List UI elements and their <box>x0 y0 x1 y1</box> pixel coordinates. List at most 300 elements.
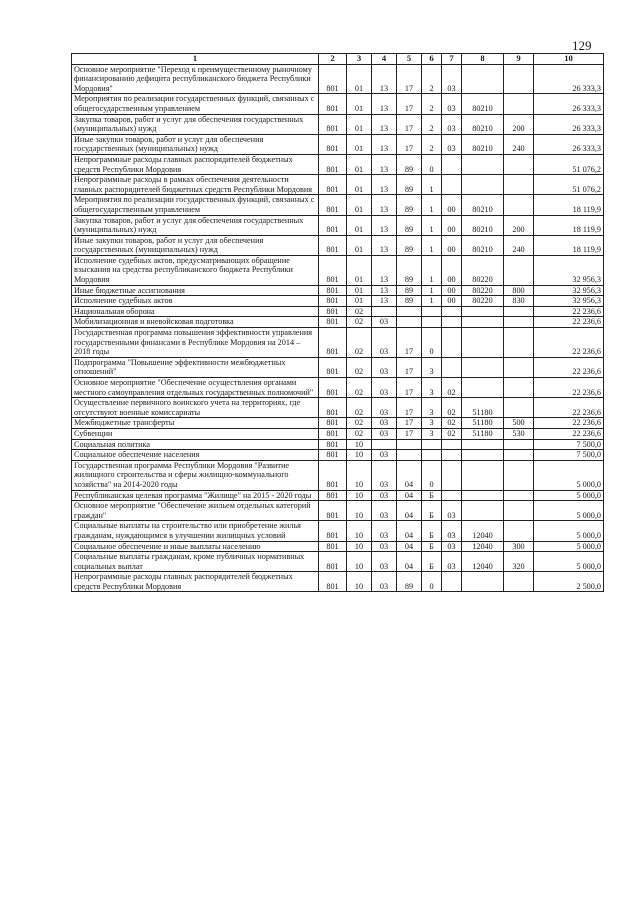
code-direction <box>462 328 504 358</box>
code-subprogram: 1 <box>422 235 442 255</box>
table-row <box>72 235 604 255</box>
code-direction: 80210 <box>462 94 504 114</box>
code-program: 17 <box>397 398 422 418</box>
row-name: Основное мероприятие "Переход к преимущественному рыночному финансированию дефицита республиканского бюджета Республики Мордовия" <box>72 64 319 94</box>
code-direction <box>462 460 504 490</box>
code-direction <box>462 175 504 195</box>
code-direction: 51180 <box>462 428 504 439</box>
row-amount: 26 333,3 <box>534 94 604 114</box>
code-subprogram: 1 <box>422 215 442 235</box>
code-direction: 12040 <box>462 521 504 541</box>
table-header-row <box>72 54 604 65</box>
row-name: Иные закупки товаров, работ и услуг для обеспечения государственных (муниципальных) нужд <box>72 235 319 255</box>
code-expense-type <box>504 64 534 94</box>
table-row <box>72 378 604 398</box>
row-amount: 22 236,6 <box>534 398 604 418</box>
code-expense-type <box>504 490 534 501</box>
code-section: 01 <box>347 235 372 255</box>
code-expense-type <box>504 460 534 490</box>
row-name: Основное мероприятие "Обеспечение жильем отдельных категорий граждан" <box>72 501 319 521</box>
code-event: 03 <box>442 541 462 552</box>
code-expense-type: 830 <box>504 296 534 307</box>
row-name: Социальные выплаты гражданам, кроме публичных нормативных социальных выплат <box>72 552 319 572</box>
code-expense-type <box>504 195 534 215</box>
code-program: 17 <box>397 378 422 398</box>
row-amount: 5 000,0 <box>534 460 604 490</box>
code-program: 17 <box>397 357 422 377</box>
code-expense-type <box>504 501 534 521</box>
code-subsection: 03 <box>372 428 397 439</box>
table-row <box>72 439 604 450</box>
code-ministry: 801 <box>319 552 347 572</box>
code-event: 00 <box>442 195 462 215</box>
code-expense-type <box>504 521 534 541</box>
row-name: Субвенции <box>72 428 319 439</box>
table-row <box>72 154 604 174</box>
code-section: 01 <box>347 296 372 307</box>
column-header: 7 <box>442 54 462 65</box>
code-section: 01 <box>347 154 372 174</box>
code-expense-type: 240 <box>504 235 534 255</box>
code-expense-type <box>504 255 534 285</box>
row-name: Иные бюджетные ассигнования <box>72 285 319 296</box>
code-program: 04 <box>397 552 422 572</box>
code-section: 02 <box>347 306 372 317</box>
code-event <box>442 328 462 358</box>
code-direction: 80210 <box>462 134 504 154</box>
code-event: 02 <box>442 428 462 439</box>
code-section: 10 <box>347 501 372 521</box>
code-direction: 12040 <box>462 552 504 572</box>
column-header: 9 <box>504 54 534 65</box>
code-subprogram <box>422 306 442 317</box>
budget-table <box>71 53 604 592</box>
code-subsection: 13 <box>372 134 397 154</box>
code-program <box>397 450 422 461</box>
row-amount: 51 076,2 <box>534 154 604 174</box>
table-row <box>72 328 604 358</box>
code-subsection: 03 <box>372 418 397 429</box>
code-event <box>442 572 462 592</box>
code-section: 02 <box>347 317 372 328</box>
code-direction <box>462 154 504 174</box>
code-event: 03 <box>442 552 462 572</box>
code-section: 02 <box>347 328 372 358</box>
column-header: 5 <box>397 54 422 65</box>
code-direction: 80210 <box>462 114 504 134</box>
row-name: Непрограммные расходы главных распорядителей бюджетных средств Республики Мордовия <box>72 154 319 174</box>
code-subsection <box>372 439 397 450</box>
row-name: Мероприятия по реализации государственных функций, связанных с общегосударственным управлением <box>72 195 319 215</box>
code-subprogram <box>422 439 442 450</box>
code-section: 02 <box>347 398 372 418</box>
code-subprogram: 3 <box>422 357 442 377</box>
row-amount: 22 236,6 <box>534 317 604 328</box>
row-name: Мероприятия по реализации государственных функций, связанных с общегосударственным управлением <box>72 94 319 114</box>
code-expense-type <box>504 175 534 195</box>
code-subsection: 13 <box>372 175 397 195</box>
column-header: 4 <box>372 54 397 65</box>
table-row <box>72 114 604 134</box>
code-event: 03 <box>442 134 462 154</box>
table-row <box>72 572 604 592</box>
row-amount: 18 119,9 <box>534 215 604 235</box>
code-subprogram: 3 <box>422 418 442 429</box>
code-event <box>442 490 462 501</box>
code-subsection: 03 <box>372 398 397 418</box>
code-event <box>442 450 462 461</box>
code-program: 17 <box>397 428 422 439</box>
code-subsection: 03 <box>372 572 397 592</box>
table-row <box>72 134 604 154</box>
row-amount: 32 956,3 <box>534 255 604 285</box>
code-direction <box>462 357 504 377</box>
table-row <box>72 306 604 317</box>
code-section: 10 <box>347 450 372 461</box>
table-row <box>72 490 604 501</box>
code-subsection: 13 <box>372 255 397 285</box>
code-event: 03 <box>442 501 462 521</box>
column-header: 6 <box>422 54 442 65</box>
code-subprogram: 0 <box>422 460 442 490</box>
code-subsection: 03 <box>372 501 397 521</box>
code-section: 01 <box>347 195 372 215</box>
code-section: 10 <box>347 439 372 450</box>
code-expense-type <box>504 306 534 317</box>
code-event <box>442 306 462 317</box>
code-expense-type <box>504 450 534 461</box>
code-ministry: 801 <box>319 450 347 461</box>
code-ministry: 801 <box>319 439 347 450</box>
row-amount: 5 000,0 <box>534 521 604 541</box>
code-ministry: 801 <box>319 64 347 94</box>
row-name: Исполнение судебных актов, предусматривающих обращение взыскания на средства республиканского бюджета Республики Мордовия <box>72 255 319 285</box>
code-program: 89 <box>397 572 422 592</box>
code-direction: 80220 <box>462 296 504 307</box>
code-direction: 80220 <box>462 285 504 296</box>
code-subprogram: 3 <box>422 398 442 418</box>
code-ministry: 801 <box>319 490 347 501</box>
code-program <box>397 306 422 317</box>
code-expense-type <box>504 398 534 418</box>
code-direction: 80210 <box>462 235 504 255</box>
code-subsection: 03 <box>372 460 397 490</box>
code-program: 04 <box>397 460 422 490</box>
code-section: 01 <box>347 285 372 296</box>
code-section: 01 <box>347 94 372 114</box>
table-row <box>72 460 604 490</box>
code-section: 02 <box>347 378 372 398</box>
code-subprogram: Б <box>422 552 442 572</box>
row-amount: 5 000,0 <box>534 501 604 521</box>
code-subsection: 13 <box>372 64 397 94</box>
code-direction: 12040 <box>462 541 504 552</box>
code-subsection: 13 <box>372 94 397 114</box>
code-event: 02 <box>442 378 462 398</box>
table-row <box>72 521 604 541</box>
code-subprogram: 0 <box>422 328 442 358</box>
code-subprogram: 3 <box>422 428 442 439</box>
row-amount: 26 333,3 <box>534 64 604 94</box>
column-header: 2 <box>319 54 347 65</box>
row-name: Социальная политика <box>72 439 319 450</box>
code-event: 00 <box>442 215 462 235</box>
column-header: 10 <box>534 54 604 65</box>
code-ministry: 801 <box>319 418 347 429</box>
code-event: 03 <box>442 521 462 541</box>
code-expense-type: 800 <box>504 285 534 296</box>
code-section: 02 <box>347 428 372 439</box>
code-ministry: 801 <box>319 94 347 114</box>
code-event: 00 <box>442 296 462 307</box>
code-event: 03 <box>442 114 462 134</box>
code-ministry: 801 <box>319 306 347 317</box>
code-section: 01 <box>347 64 372 94</box>
code-direction <box>462 450 504 461</box>
table-row <box>72 552 604 572</box>
code-subsection: 13 <box>372 235 397 255</box>
code-event: 00 <box>442 255 462 285</box>
code-subsection <box>372 306 397 317</box>
code-subsection: 13 <box>372 154 397 174</box>
code-subprogram: Б <box>422 521 442 541</box>
row-amount: 2 500,0 <box>534 572 604 592</box>
code-subsection: 03 <box>372 357 397 377</box>
row-name: Осуществление первичного воинского учета на территориях, где отсутствуют военные комиссариаты <box>72 398 319 418</box>
table-row <box>72 255 604 285</box>
code-event <box>442 460 462 490</box>
table-row <box>72 175 604 195</box>
code-subprogram: 2 <box>422 64 442 94</box>
code-ministry: 801 <box>319 235 347 255</box>
code-subprogram: 2 <box>422 94 442 114</box>
code-ministry: 801 <box>319 195 347 215</box>
code-section: 01 <box>347 255 372 285</box>
code-direction <box>462 439 504 450</box>
code-section: 01 <box>347 215 372 235</box>
code-subsection: 03 <box>372 521 397 541</box>
column-header: 1 <box>72 54 319 65</box>
code-event <box>442 317 462 328</box>
table-body <box>72 64 604 592</box>
code-subprogram: 1 <box>422 296 442 307</box>
code-ministry: 801 <box>319 114 347 134</box>
row-amount: 18 119,9 <box>534 235 604 255</box>
code-ministry: 801 <box>319 154 347 174</box>
code-subsection: 13 <box>372 285 397 296</box>
code-subsection: 03 <box>372 378 397 398</box>
code-expense-type <box>504 439 534 450</box>
row-name: Социальные выплаты на строительство или приобретение жилья гражданам, нуждающимся в улучшении жилищных условий <box>72 521 319 541</box>
code-program: 89 <box>397 215 422 235</box>
row-name: Закупка товаров, работ и услуг для обеспечения государственных (муниципальных) нужд <box>72 215 319 235</box>
code-section: 02 <box>347 418 372 429</box>
code-subsection: 13 <box>372 215 397 235</box>
row-amount: 51 076,2 <box>534 175 604 195</box>
code-program: 17 <box>397 134 422 154</box>
code-direction <box>462 317 504 328</box>
code-direction: 51180 <box>462 418 504 429</box>
code-subprogram: 1 <box>422 175 442 195</box>
row-name: Республиканская целевая программа "Жилище" на 2015 - 2020 годы <box>72 490 319 501</box>
code-program: 04 <box>397 490 422 501</box>
row-amount: 32 956,3 <box>534 285 604 296</box>
code-expense-type: 200 <box>504 114 534 134</box>
code-event: 00 <box>442 285 462 296</box>
code-subprogram: 2 <box>422 114 442 134</box>
column-header: 3 <box>347 54 372 65</box>
row-amount: 5 000,0 <box>534 541 604 552</box>
code-ministry: 801 <box>319 541 347 552</box>
code-subprogram: 1 <box>422 255 442 285</box>
code-section: 01 <box>347 114 372 134</box>
code-program: 17 <box>397 328 422 358</box>
code-expense-type: 200 <box>504 215 534 235</box>
row-amount: 26 333,3 <box>534 134 604 154</box>
code-expense-type <box>504 378 534 398</box>
row-amount: 22 236,6 <box>534 306 604 317</box>
code-ministry: 801 <box>319 328 347 358</box>
code-program: 89 <box>397 195 422 215</box>
row-amount: 22 236,6 <box>534 428 604 439</box>
code-subsection: 03 <box>372 552 397 572</box>
row-name: Подпрограмма "Повышение эффективности межбюджетных отношений" <box>72 357 319 377</box>
row-name: Закупка товаров, работ и услуг для обеспечения государственных (муниципальных) нужд <box>72 114 319 134</box>
code-expense-type: 320 <box>504 552 534 572</box>
code-direction: 80220 <box>462 255 504 285</box>
code-ministry: 801 <box>319 460 347 490</box>
code-ministry: 801 <box>319 501 347 521</box>
code-direction <box>462 572 504 592</box>
code-direction: 51180 <box>462 398 504 418</box>
row-name: Иные закупки товаров, работ и услуг для обеспечения государственных (муниципальных) нужд <box>72 134 319 154</box>
code-expense-type: 530 <box>504 428 534 439</box>
code-event: 02 <box>442 418 462 429</box>
table-row <box>72 195 604 215</box>
code-section: 10 <box>347 460 372 490</box>
row-amount: 22 236,6 <box>534 328 604 358</box>
row-amount: 7 500,0 <box>534 439 604 450</box>
code-program: 89 <box>397 235 422 255</box>
row-amount: 5 000,0 <box>534 552 604 572</box>
code-subsection: 03 <box>372 328 397 358</box>
code-subprogram: 2 <box>422 134 442 154</box>
code-event <box>442 357 462 377</box>
table-row <box>72 317 604 328</box>
code-subprogram: 0 <box>422 154 442 174</box>
code-program: 17 <box>397 418 422 429</box>
code-expense-type <box>504 154 534 174</box>
code-event: 03 <box>442 94 462 114</box>
code-ministry: 801 <box>319 357 347 377</box>
code-subsection: 13 <box>372 114 397 134</box>
code-section: 10 <box>347 552 372 572</box>
code-event <box>442 439 462 450</box>
row-amount: 26 333,3 <box>534 114 604 134</box>
code-direction <box>462 306 504 317</box>
table-row <box>72 285 604 296</box>
table-row <box>72 450 604 461</box>
row-name: Государственная программа повышения эффективности управления государственными финансами в Республике Мордовия на 2014 – 2018 годы <box>72 328 319 358</box>
code-section: 01 <box>347 175 372 195</box>
code-section: 10 <box>347 572 372 592</box>
code-subprogram: 3 <box>422 378 442 398</box>
table-row <box>72 296 604 307</box>
code-ministry: 801 <box>319 175 347 195</box>
code-ministry: 801 <box>319 521 347 541</box>
table-row <box>72 64 604 94</box>
code-direction: 80210 <box>462 195 504 215</box>
row-amount: 32 956,3 <box>534 296 604 307</box>
code-program <box>397 317 422 328</box>
table-row <box>72 94 604 114</box>
row-amount: 5 000,0 <box>534 490 604 501</box>
code-subsection: 03 <box>372 317 397 328</box>
code-subsection: 13 <box>372 195 397 215</box>
code-ministry: 801 <box>319 285 347 296</box>
row-amount: 7 500,0 <box>534 450 604 461</box>
code-section: 10 <box>347 490 372 501</box>
code-program: 04 <box>397 521 422 541</box>
code-ministry: 801 <box>319 317 347 328</box>
row-name: Мобилизационная и вневойсковая подготовка <box>72 317 319 328</box>
code-ministry: 801 <box>319 378 347 398</box>
code-program: 89 <box>397 285 422 296</box>
row-amount: 22 236,6 <box>534 378 604 398</box>
code-program: 17 <box>397 64 422 94</box>
table-row <box>72 357 604 377</box>
table-row <box>72 418 604 429</box>
row-name: Непрограммные расходы главных распорядителей бюджетных средств Республики Мордовия <box>72 572 319 592</box>
table-row <box>72 215 604 235</box>
code-subprogram: Б <box>422 490 442 501</box>
code-ministry: 801 <box>319 572 347 592</box>
code-program: 17 <box>397 94 422 114</box>
row-name: Непрограммные расходы в рамках обеспечения деятельности главных распорядителей бюджетных средств Республики Мордовия <box>72 175 319 195</box>
code-direction <box>462 378 504 398</box>
code-subprogram: 0 <box>422 572 442 592</box>
code-direction <box>462 490 504 501</box>
code-subprogram: Б <box>422 501 442 521</box>
code-program: 89 <box>397 296 422 307</box>
code-subprogram <box>422 317 442 328</box>
code-expense-type: 240 <box>504 134 534 154</box>
code-event <box>442 175 462 195</box>
code-event: 03 <box>442 64 462 94</box>
code-ministry: 801 <box>319 428 347 439</box>
row-amount: 22 236,6 <box>534 357 604 377</box>
code-ministry: 801 <box>319 296 347 307</box>
row-name: Социальное обеспечение и иные выплаты населению <box>72 541 319 552</box>
code-section: 10 <box>347 541 372 552</box>
code-direction <box>462 501 504 521</box>
code-event: 00 <box>442 235 462 255</box>
code-subprogram <box>422 450 442 461</box>
code-ministry: 801 <box>319 134 347 154</box>
page-number: 129 <box>572 38 592 53</box>
row-amount: 22 236,6 <box>534 418 604 429</box>
row-name: Государственная программа Республики Мордовия "Развитие жилищного строительства и сферы жилищно-коммунального хозяйства" на 2014-2020 годы <box>72 460 319 490</box>
code-program <box>397 439 422 450</box>
code-ministry: 801 <box>319 255 347 285</box>
code-subprogram: 1 <box>422 285 442 296</box>
code-event: 02 <box>442 398 462 418</box>
code-section: 10 <box>347 521 372 541</box>
row-name: Основное мероприятие "Обеспечение осуществления органами местного самоуправления отдельных государственных полномочий" <box>72 378 319 398</box>
code-expense-type <box>504 94 534 114</box>
table-row <box>72 428 604 439</box>
code-expense-type <box>504 328 534 358</box>
